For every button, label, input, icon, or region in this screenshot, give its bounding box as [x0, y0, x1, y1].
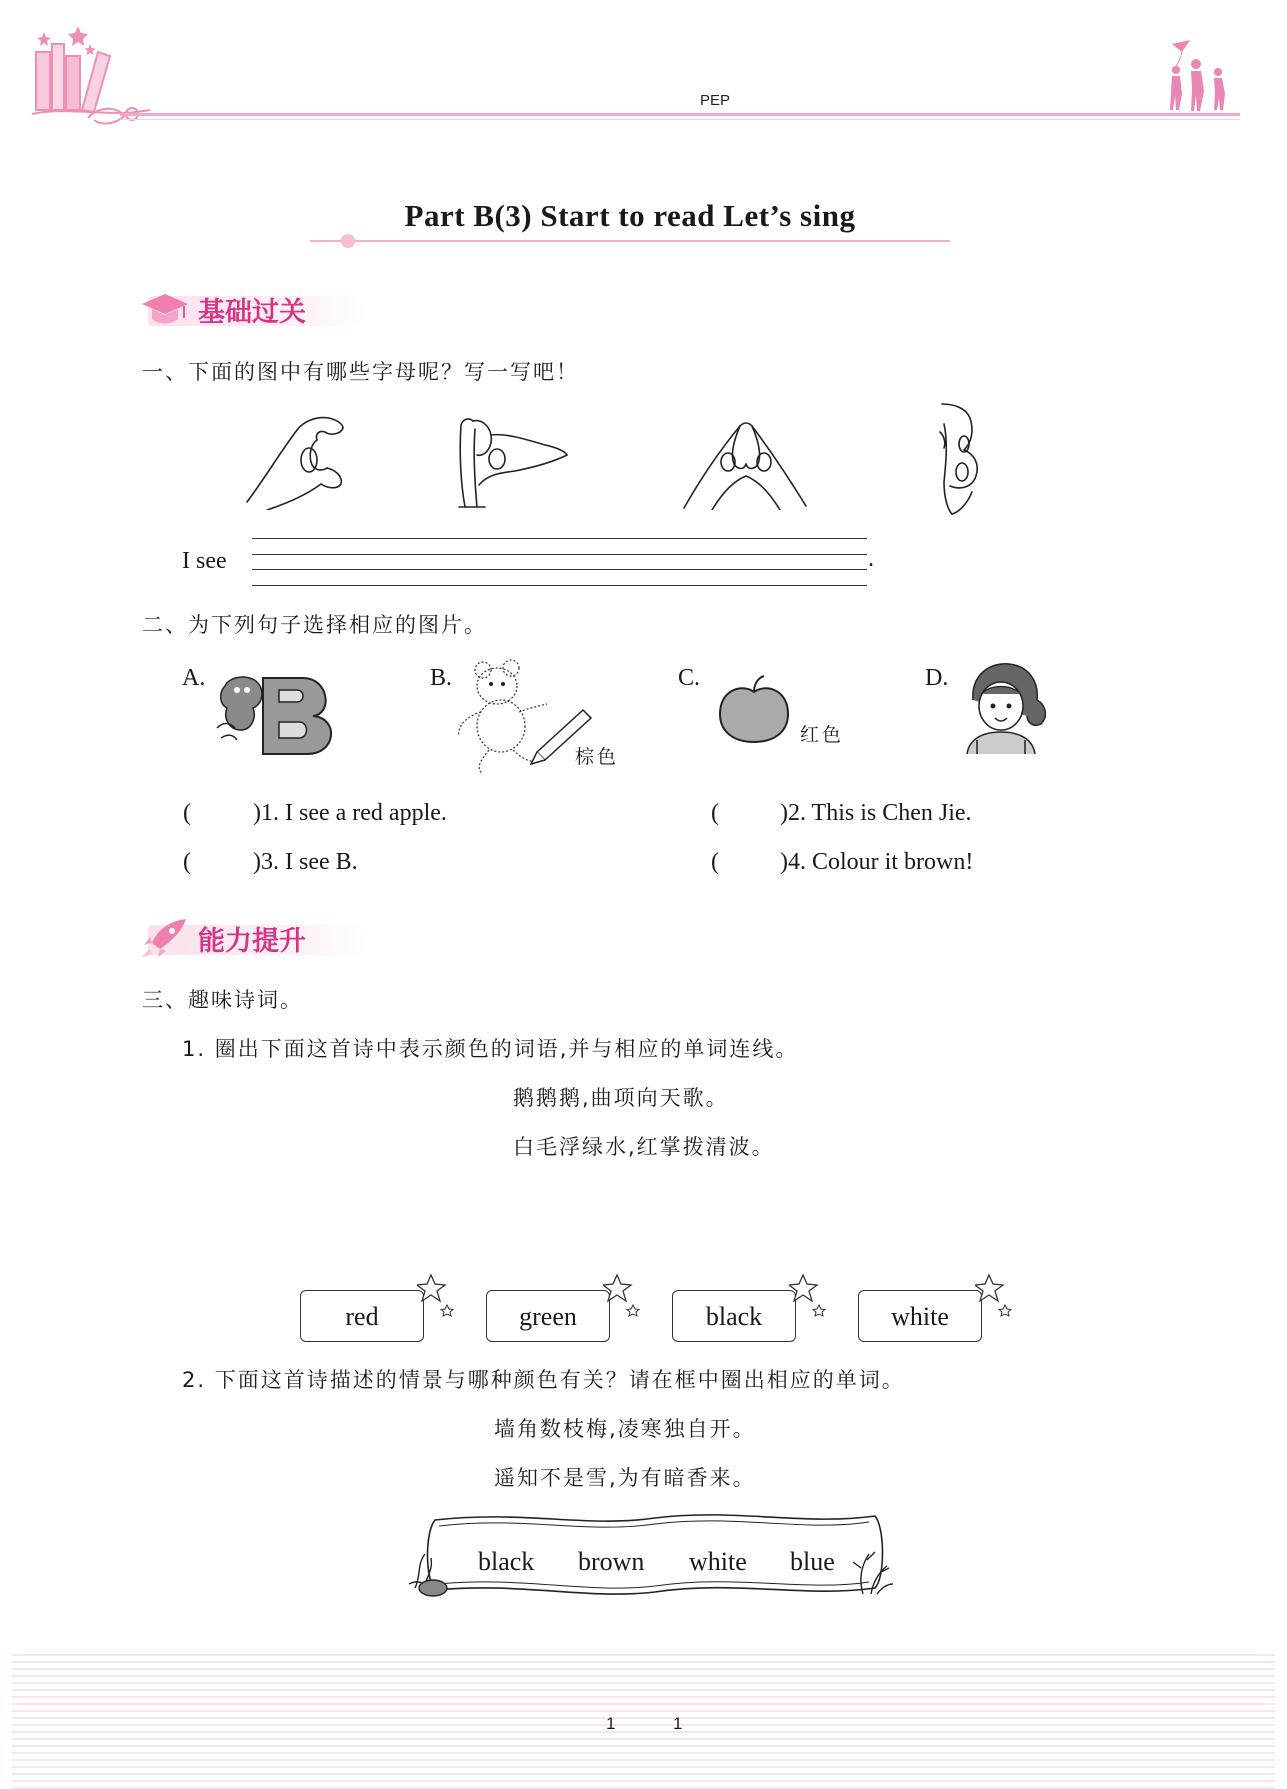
answer-suffix: . — [868, 546, 874, 572]
page-number: 1 — [606, 1714, 616, 1733]
option-caption: 棕色 — [575, 746, 620, 768]
children-kite-icon — [1160, 36, 1240, 116]
title-underline — [310, 240, 950, 242]
rocket-icon — [140, 917, 190, 959]
choice-word[interactable]: white — [689, 1547, 747, 1576]
section-header-advanced — [140, 913, 380, 963]
header-label: PEP — [700, 92, 731, 109]
hand-letter-p-icon — [459, 419, 567, 507]
title-dot — [341, 234, 355, 248]
word-box[interactable] — [486, 1290, 610, 1342]
apple-picture — [718, 674, 790, 744]
sentence-1: )1. I see a red apple. — [253, 800, 447, 826]
question-1-prompt: 一、下面的图中有哪些字母呢？写一写吧！ — [142, 360, 579, 384]
poem-line: 白毛浮绿水,红掌拨清波。 — [513, 1135, 775, 1159]
word-label: green — [519, 1302, 577, 1331]
answer-paren: ( — [711, 849, 719, 875]
choice-word[interactable]: brown — [578, 1547, 645, 1576]
question-2-prompt: 二、为下列句子选择相应的图片。 — [142, 613, 487, 637]
word-box[interactable] — [300, 1290, 424, 1342]
question-3-prompt: 三、趣味诗词。 — [142, 988, 303, 1012]
option-letter: C. — [678, 665, 701, 691]
section-title: 能力提升 — [198, 926, 306, 957]
word-label: white — [891, 1302, 949, 1331]
poem-line: 鹅鹅鹅,曲项向天歌。 — [513, 1086, 729, 1110]
page-title: Part B(3) Start to read Let’s sing — [404, 198, 856, 233]
option-caption: 红色 — [800, 724, 845, 746]
header-rule — [120, 113, 1240, 116]
star-icon — [417, 1273, 457, 1323]
write-line — [252, 538, 867, 539]
section-header-basic — [140, 284, 380, 334]
bear-crayon-picture — [455, 656, 595, 781]
footer-band — [12, 1654, 1275, 1789]
star-icon — [603, 1273, 643, 1323]
answer-paren: ( — [183, 849, 191, 875]
sentence-2: )2. This is Chen Jie. — [780, 800, 972, 826]
question-3-2-prompt: 2. 下面这首诗描述的情景与哪种颜色有关？请在框中圈出相应的单词。 — [182, 1368, 905, 1392]
word-label: black — [705, 1302, 763, 1331]
girl-chen-jie-picture — [955, 660, 1050, 755]
choice-word[interactable]: blue — [790, 1547, 835, 1576]
answer-paren: ( — [183, 800, 191, 826]
sentence-3: )3. I see B. — [253, 849, 358, 875]
section-title: 基础过关 — [198, 297, 306, 328]
answer-prefix: I see — [182, 548, 227, 574]
hand-letter-c-icon — [245, 410, 355, 510]
hand-letter-b-icon — [940, 404, 977, 514]
star-icon — [975, 1273, 1015, 1323]
choice-word[interactable]: black — [478, 1547, 535, 1576]
poem-line: 墙角数枝梅,凌寒独自开。 — [494, 1417, 756, 1441]
write-line — [252, 585, 867, 586]
header-rule-thin — [120, 119, 1240, 120]
poem-line: 遥知不是雪,为有暗香来。 — [494, 1466, 756, 1490]
word-box[interactable] — [672, 1290, 796, 1342]
write-line — [252, 554, 867, 555]
letter-b-animal-picture — [215, 668, 340, 756]
option-letter: A. — [182, 665, 206, 691]
option-letter: D. — [925, 665, 949, 691]
word-box[interactable] — [858, 1290, 982, 1342]
star-icon — [789, 1273, 829, 1323]
write-line — [252, 569, 867, 570]
answer-paren: ( — [711, 800, 719, 826]
page-number: 1 — [673, 1714, 683, 1733]
option-letter: B. — [430, 665, 453, 691]
graduation-cap-icon — [140, 288, 190, 330]
sentence-4: )4. Colour it brown! — [780, 849, 974, 875]
word-label: red — [345, 1302, 379, 1331]
hands-letter-a-icon — [684, 423, 806, 510]
question-3-1-prompt: 1. 圈出下面这首诗中表示颜色的词语,并与相应的单词连线。 — [182, 1037, 799, 1061]
